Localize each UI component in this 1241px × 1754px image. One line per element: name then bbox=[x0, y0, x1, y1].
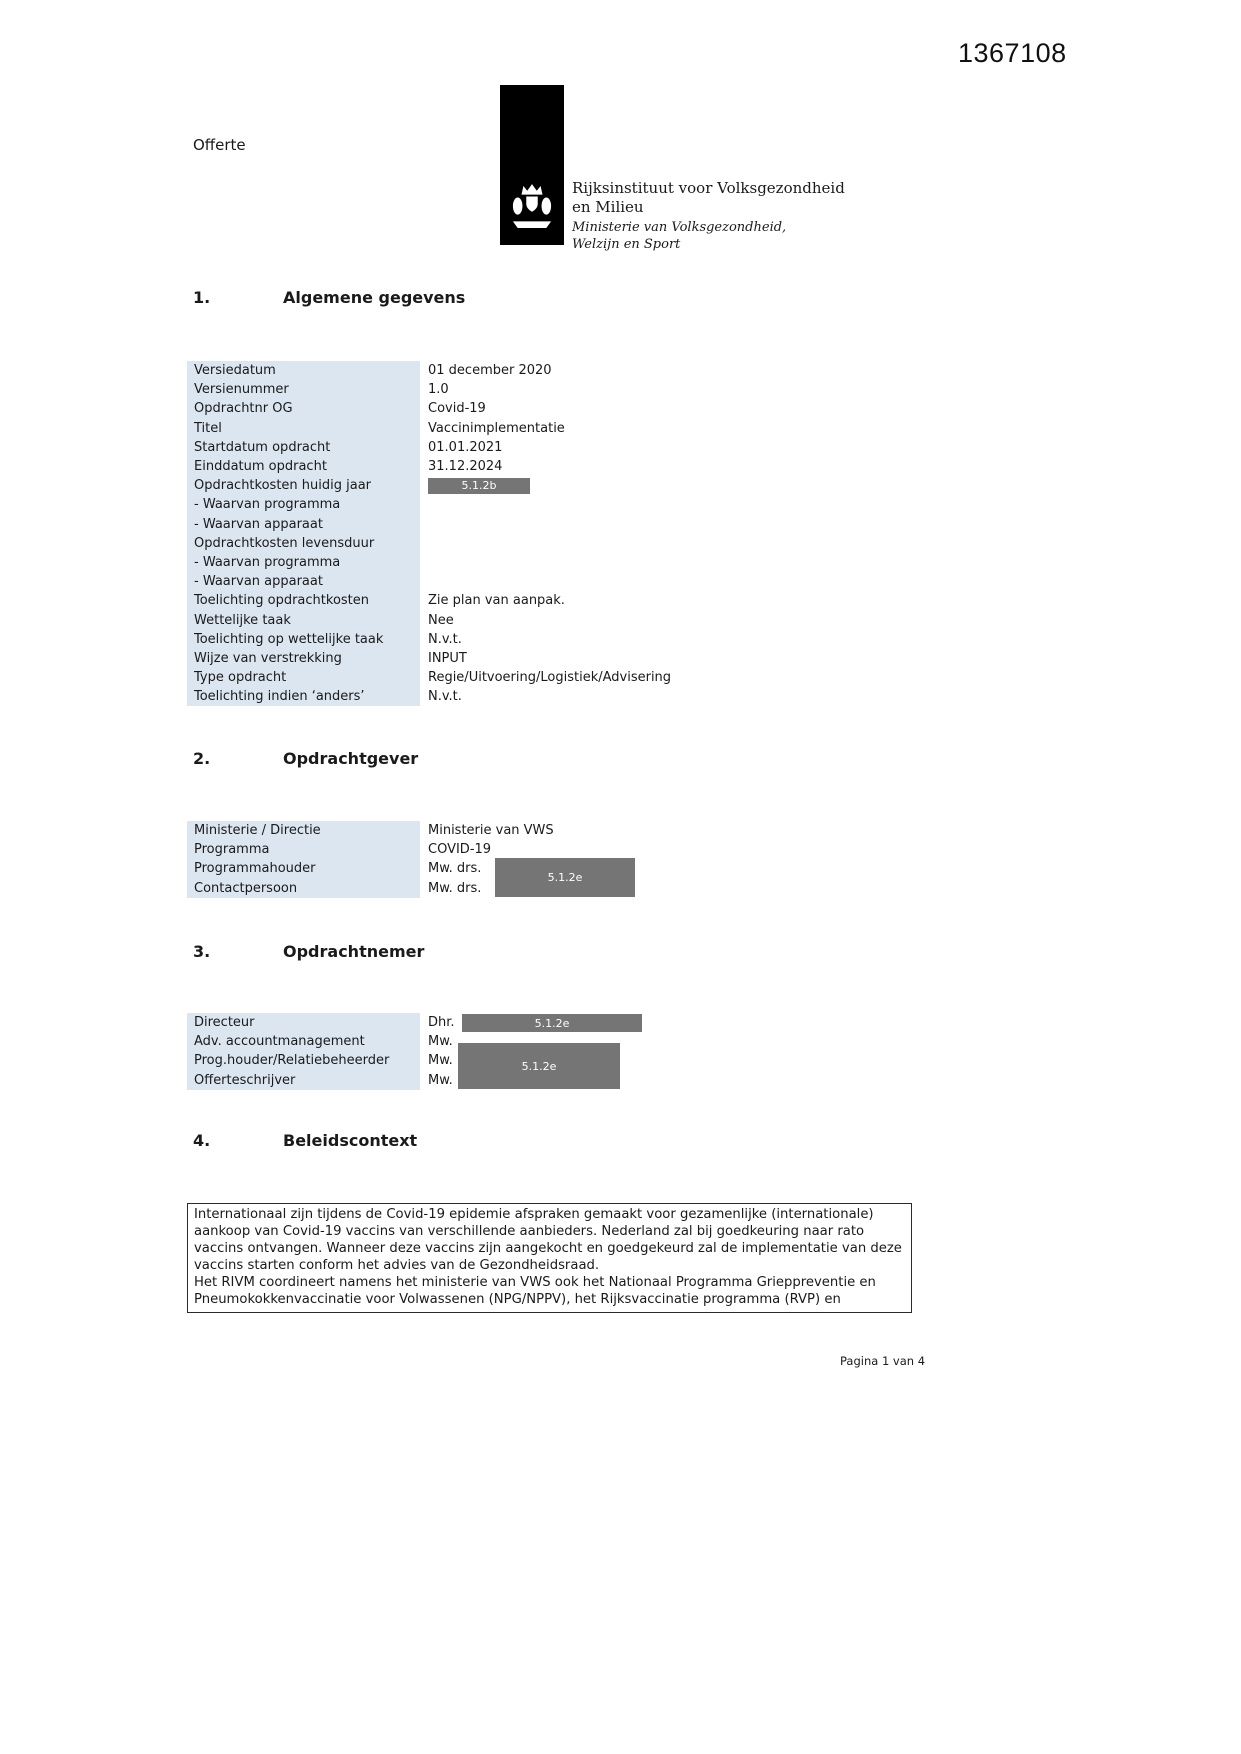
row-label: Adv. accountmanagement bbox=[187, 1032, 420, 1051]
row-value: Regie/Uitvoering/Logistiek/Advisering bbox=[428, 670, 672, 686]
redaction-label: 5.1.2e bbox=[534, 1016, 570, 1030]
row-label: - Waarvan apparaat bbox=[187, 515, 420, 534]
section-4-heading bbox=[193, 1131, 417, 1150]
page-footer: Pagina 1 van 4 bbox=[840, 1354, 926, 1368]
table-row bbox=[187, 399, 807, 418]
ministry-name-line: Welzijn en Sport bbox=[572, 236, 681, 252]
rivm-logo-banner bbox=[500, 85, 564, 245]
row-label: Toelichting indien ‘anders’ bbox=[187, 687, 420, 706]
table-row bbox=[187, 821, 807, 840]
table-row bbox=[187, 668, 807, 687]
table-row bbox=[187, 630, 807, 649]
table-row bbox=[187, 553, 807, 572]
section-3-heading bbox=[193, 942, 424, 961]
row-value: Vaccinimplementatie bbox=[428, 420, 565, 436]
row-value: N.v.t. bbox=[428, 631, 462, 647]
redaction-label: 5.1.2e bbox=[547, 871, 583, 884]
row-value: Mw. bbox=[428, 1034, 453, 1050]
row-value: Ministerie van VWS bbox=[428, 823, 554, 839]
redaction-label: 5.1.2e bbox=[521, 1059, 557, 1073]
row-label: Offerteschrijver bbox=[187, 1071, 420, 1090]
table-row bbox=[187, 591, 807, 610]
row-value: Nee bbox=[428, 612, 454, 628]
row-label: Opdrachtkosten huidig jaar bbox=[187, 476, 420, 495]
section-number: 1. bbox=[193, 288, 211, 307]
row-label: Startdatum opdracht bbox=[187, 438, 420, 457]
row-value: Covid-19 bbox=[428, 401, 486, 417]
row-value: Zie plan van aanpak. bbox=[428, 593, 565, 609]
section-number: 2. bbox=[193, 749, 211, 768]
section-title: Algemene gegevens bbox=[283, 288, 466, 307]
row-value: 01 december 2020 bbox=[428, 363, 552, 379]
table-row bbox=[187, 610, 807, 629]
section-1-heading bbox=[193, 288, 465, 307]
table-row bbox=[187, 572, 807, 591]
algemene-gegevens-table bbox=[187, 361, 807, 706]
row-label: Type opdracht bbox=[187, 668, 420, 687]
section-title: Beleidscontext bbox=[283, 1131, 418, 1150]
context-paragraph: Internationaal zijn tijdens de Covid-19 epidemie afspraken gemaakt voor gezamenlijke (internationale) aankoop van Covid-19 vaccins van verschillende aanbieders. Nederland zal bij goedkeuring naar rato vaccins ontvangen. Wanneer deze vaccins zijn aangekocht en goedgekeurd zal de implementatie van deze vaccins starten conform het advies van de Gezondheidsraad. bbox=[194, 1207, 902, 1273]
row-value: 1.0 bbox=[428, 382, 449, 398]
table-row bbox=[187, 457, 807, 476]
opdrachtnemer-table bbox=[187, 1013, 807, 1090]
table-row bbox=[187, 438, 807, 457]
row-label: Versienummer bbox=[187, 380, 420, 399]
row-value: N.v.t. bbox=[428, 689, 462, 705]
row-label: Ministerie / Directie bbox=[187, 821, 420, 840]
table-row bbox=[187, 687, 807, 706]
row-label: Opdrachtnr OG bbox=[187, 399, 420, 418]
row-label: Directeur bbox=[187, 1013, 420, 1032]
table-row bbox=[187, 649, 807, 668]
row-value: 01.01.2021 bbox=[428, 439, 503, 455]
beleidscontext-box bbox=[187, 1203, 912, 1313]
redaction-box bbox=[495, 858, 635, 897]
context-paragraph: Het RIVM coordineert namens het ministerie van VWS ook het Nationaal Programma Grieppreventie en Pneumokokkenvaccinatie voor Volwassenen (NPG/NPPV), het Rijksvaccinatie programma (RVP) en bbox=[194, 1275, 876, 1307]
section-number: 3. bbox=[193, 942, 211, 961]
row-value: Mw. bbox=[428, 1072, 453, 1088]
row-label: Contactpersoon bbox=[187, 879, 420, 898]
redaction-box bbox=[428, 478, 530, 494]
row-value: Dhr. bbox=[428, 1015, 455, 1031]
org-name-line: en Milieu bbox=[572, 198, 644, 216]
row-value: Mw. drs. bbox=[428, 880, 482, 896]
table-row bbox=[187, 515, 807, 534]
org-name-line: Rijksinstituut voor Volksgezondheid bbox=[572, 179, 845, 197]
opdrachtgever-table bbox=[187, 821, 807, 898]
ministry-name-line: Ministerie van Volksgezondheid, bbox=[572, 220, 787, 235]
row-label: Titel bbox=[187, 419, 420, 438]
row-label: - Waarvan programma bbox=[187, 495, 420, 514]
table-row bbox=[187, 495, 807, 514]
table-row bbox=[187, 840, 807, 859]
section-title: Opdrachtgever bbox=[283, 749, 419, 768]
table-row bbox=[187, 419, 807, 438]
section-2-heading bbox=[193, 749, 418, 768]
row-value: 31.12.2024 bbox=[428, 459, 503, 475]
document-number: 1367108 bbox=[958, 38, 1067, 68]
redaction-label: 5.1.2b bbox=[461, 479, 497, 492]
row-label: Toelichting opdrachtkosten bbox=[187, 591, 420, 610]
row-value: INPUT bbox=[428, 650, 467, 666]
row-label: Toelichting op wettelijke taak bbox=[187, 630, 420, 649]
row-label: Opdrachtkosten levensduur bbox=[187, 534, 420, 553]
row-value: Mw. drs. bbox=[428, 861, 482, 877]
section-number: 4. bbox=[193, 1131, 211, 1150]
table-body bbox=[187, 361, 807, 706]
redaction-box bbox=[462, 1014, 642, 1032]
section-title: Opdrachtnemer bbox=[283, 942, 425, 961]
row-label: Einddatum opdracht bbox=[187, 457, 420, 476]
dutch-government-crest-icon bbox=[511, 183, 553, 231]
logo-text-block bbox=[572, 179, 845, 253]
row-label: - Waarvan programma bbox=[187, 553, 420, 572]
row-value: COVID-19 bbox=[428, 842, 492, 858]
row-label: Programmahouder bbox=[187, 859, 420, 878]
table-row bbox=[187, 361, 807, 380]
row-label: Versiedatum bbox=[187, 361, 420, 380]
table-row bbox=[187, 380, 807, 399]
redaction-box bbox=[458, 1043, 620, 1089]
row-label: Wijze van verstrekking bbox=[187, 649, 420, 668]
row-label: Programma bbox=[187, 840, 420, 859]
row-label: - Waarvan apparaat bbox=[187, 572, 420, 591]
doc-type-label: Offerte bbox=[193, 136, 246, 154]
table-row bbox=[187, 534, 807, 553]
row-label: Wettelijke taak bbox=[187, 610, 420, 629]
row-label: Prog.houder/Relatiebeheerder bbox=[187, 1051, 420, 1070]
row-value: Mw. bbox=[428, 1053, 453, 1069]
